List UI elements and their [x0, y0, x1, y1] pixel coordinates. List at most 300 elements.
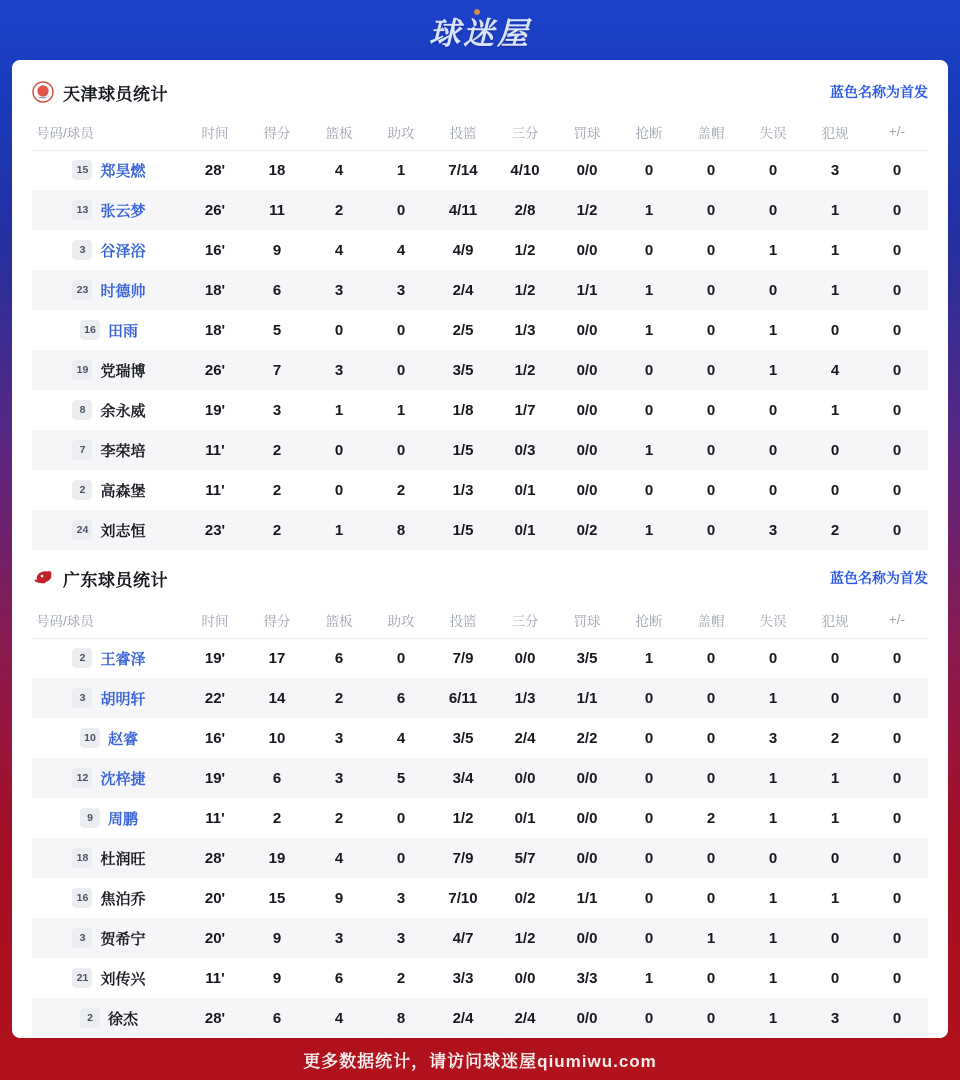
tianjin-stats-table	[32, 114, 928, 550]
team-section-tianjin	[32, 70, 928, 550]
guangdong-stats-table	[32, 602, 928, 1038]
player-cell	[32, 310, 184, 350]
stat-cell: 0	[706, 521, 716, 539]
player-name: 王睿泽	[100, 650, 146, 668]
stat-cell: 0	[892, 161, 902, 179]
column-header: 罚球	[556, 114, 618, 150]
stat-cell: 0	[334, 481, 344, 499]
column-header: 得分	[246, 602, 308, 638]
stat-cell: 5	[396, 769, 406, 787]
stat-cell: 0	[334, 321, 344, 339]
stat-cell: 7	[272, 361, 282, 379]
stat-cell: 1/3	[514, 689, 536, 707]
stat-cell: 1	[644, 321, 654, 339]
stat-cell: 0	[892, 361, 902, 379]
stat-cell: 0	[768, 849, 778, 867]
player-name: 赵睿	[107, 730, 138, 748]
stat-cell: 9	[272, 241, 282, 259]
stat-cell: 0/0	[576, 849, 598, 867]
footer-bar	[0, 1038, 960, 1080]
stat-cell: 1	[396, 401, 406, 419]
stat-cell: 4/11	[448, 201, 478, 219]
stat-cell: 0	[768, 649, 778, 667]
column-header: 投篮	[432, 602, 494, 638]
stat-cell: 2/4	[452, 1009, 474, 1027]
stat-cell: 0	[892, 849, 902, 867]
stat-cell: 0	[706, 201, 716, 219]
stat-cell: 2/4	[452, 281, 474, 299]
player-cell	[32, 230, 184, 270]
stat-cell: 19'	[204, 769, 226, 787]
stat-cell: 2/4	[514, 1009, 536, 1027]
stat-cell: 3/4	[452, 769, 474, 787]
stat-cell: 18	[268, 161, 286, 179]
stat-cell: 1/3	[452, 481, 474, 499]
stat-cell: 11'	[205, 969, 225, 987]
column-header: 投篮	[432, 114, 494, 150]
column-header: 三分	[494, 114, 556, 150]
stat-cell: 0/0	[514, 769, 536, 787]
stat-cell: 0	[892, 321, 902, 339]
column-header: 篮板	[308, 114, 370, 150]
stat-cell: 7/9	[452, 649, 474, 667]
stat-cell: 2	[830, 521, 840, 539]
stat-cell: 5/7	[514, 849, 536, 867]
stat-cell: 20'	[204, 929, 226, 947]
stat-cell: 1	[830, 281, 840, 299]
stat-cell: 0	[396, 809, 406, 827]
player-row	[32, 758, 928, 798]
player-cell	[32, 958, 184, 998]
player-name: 李荣培	[100, 442, 146, 460]
player-name: 贺希宁	[100, 930, 146, 948]
player-row	[32, 718, 928, 758]
stat-cell: 28'	[204, 161, 226, 179]
stat-cell: 1	[830, 889, 840, 907]
player-cell	[32, 470, 184, 510]
player-name: 郑昊燃	[100, 162, 146, 180]
stat-cell: 2	[272, 521, 282, 539]
section-title: 广东球员统计	[63, 570, 168, 590]
jersey-number-badge: 18	[72, 848, 92, 868]
player-name: 焦泊乔	[100, 890, 146, 908]
stat-cell: 15	[268, 889, 286, 907]
stat-cell: 1/2	[514, 361, 536, 379]
stat-cell: 0	[644, 481, 654, 499]
table-header	[32, 602, 928, 638]
stat-cell: 0/0	[514, 649, 536, 667]
player-row	[32, 838, 928, 878]
stat-cell: 18'	[204, 321, 226, 339]
player-name: 徐杰	[107, 1010, 138, 1028]
stat-cell: 0/0	[576, 481, 598, 499]
stat-cell: 0	[892, 401, 902, 419]
player-cell	[32, 150, 184, 190]
stat-cell: 0	[706, 649, 716, 667]
player-cell	[32, 350, 184, 390]
stat-cell: 0/0	[576, 161, 598, 179]
site-logo: 球迷屋	[429, 8, 531, 53]
stat-cell: 0	[892, 521, 902, 539]
stat-cell: 14	[268, 689, 286, 707]
player-row	[32, 150, 928, 190]
player-name: 田雨	[107, 322, 138, 340]
jersey-number-badge: 23	[72, 280, 92, 300]
stat-cell: 0	[644, 769, 654, 787]
stat-cell: 3	[334, 729, 344, 747]
stat-cell: 0	[396, 649, 406, 667]
player-row	[32, 310, 928, 350]
jersey-number-badge: 3	[72, 688, 92, 708]
stat-cell: 3	[396, 281, 406, 299]
jersey-number-badge: 8	[72, 400, 92, 420]
stat-cell: 4/10	[510, 161, 540, 179]
stat-cell: 4	[334, 241, 344, 259]
stat-cell: 10	[268, 729, 286, 747]
stat-cell: 3	[768, 521, 778, 539]
stat-cell: 0	[706, 849, 716, 867]
table-body	[32, 150, 928, 550]
player-name: 谷泽浴	[100, 242, 146, 260]
tianjin-team-logo-icon	[32, 81, 54, 103]
player-row	[32, 230, 928, 270]
stat-cell: 0	[706, 889, 716, 907]
stat-cell: 1	[830, 769, 840, 787]
stat-cell: 0	[892, 889, 902, 907]
stat-cell: 0/0	[576, 1009, 598, 1027]
stat-cell: 0/1	[514, 481, 536, 499]
stat-cell: 6	[334, 969, 344, 987]
stat-cell: 28'	[204, 1009, 226, 1027]
stat-cell: 2/5	[452, 321, 474, 339]
stat-cell: 1/5	[452, 521, 474, 539]
stat-cell: 0	[706, 161, 716, 179]
stat-cell: 1/3	[514, 321, 536, 339]
player-name: 高森堡	[100, 482, 146, 500]
stat-cell: 2	[334, 689, 344, 707]
stat-cell: 3	[334, 361, 344, 379]
column-header: 得分	[246, 114, 308, 150]
stat-cell: 0	[706, 729, 716, 747]
stat-cell: 0	[706, 969, 716, 987]
column-header: 抢断	[618, 114, 680, 150]
player-name: 余永威	[100, 402, 146, 420]
jersey-number-badge: 12	[72, 768, 92, 788]
stat-cell: 0	[706, 441, 716, 459]
top-banner	[0, 0, 960, 60]
player-cell	[32, 190, 184, 230]
jersey-number-badge: 10	[80, 728, 100, 748]
column-header: 时间	[184, 114, 246, 150]
player-row	[32, 638, 928, 678]
column-header: 失误	[742, 114, 804, 150]
stat-cell: 4	[830, 361, 840, 379]
player-row	[32, 678, 928, 718]
stat-cell: 1	[768, 889, 778, 907]
column-header: 盖帽	[680, 602, 742, 638]
stat-cell: 0	[644, 689, 654, 707]
stat-cell: 0	[830, 321, 840, 339]
jersey-number-badge: 9	[80, 808, 100, 828]
stat-cell: 11'	[205, 809, 225, 827]
stat-cell: 0/0	[514, 969, 536, 987]
stat-cell: 0	[892, 441, 902, 459]
stat-cell: 2	[334, 809, 344, 827]
stat-cell: 1	[830, 401, 840, 419]
section-header	[32, 554, 928, 602]
stat-cell: 8	[396, 1009, 406, 1027]
stat-cell: 0/0	[576, 401, 598, 419]
stat-cell: 1/1	[576, 281, 598, 299]
jersey-number-badge: 3	[72, 240, 92, 260]
stat-cell: 2	[272, 809, 282, 827]
player-row	[32, 390, 928, 430]
stat-cell: 26'	[204, 201, 226, 219]
stat-cell: 2	[272, 441, 282, 459]
stat-cell: 0	[396, 321, 406, 339]
player-name: 沈梓捷	[100, 770, 146, 788]
player-row	[32, 470, 928, 510]
stat-cell: 1/2	[514, 929, 536, 947]
stat-cell: 1/2	[514, 241, 536, 259]
column-header: 篮板	[308, 602, 370, 638]
player-row	[32, 510, 928, 550]
stat-cell: 0	[706, 241, 716, 259]
stat-cell: 0	[830, 969, 840, 987]
jersey-number-badge: 7	[72, 440, 92, 460]
team-section-guangdong	[32, 554, 928, 1038]
jersey-number-badge: 21	[72, 968, 92, 988]
jersey-number-badge: 3	[72, 928, 92, 948]
jersey-number-badge: 16	[80, 320, 100, 340]
stat-cell: 1	[830, 809, 840, 827]
stat-cell: 0	[768, 281, 778, 299]
section-title: 天津球员统计	[63, 84, 168, 104]
stat-cell: 3	[396, 929, 406, 947]
column-header-row	[32, 602, 928, 638]
stat-cell: 0	[706, 361, 716, 379]
stat-cell: 3/3	[576, 969, 598, 987]
column-header: 犯规	[804, 602, 866, 638]
stat-cell: 7/10	[448, 889, 478, 907]
player-cell	[32, 998, 184, 1038]
player-name: 杜润旺	[100, 850, 146, 868]
stat-cell: 7/14	[448, 161, 478, 179]
stat-cell: 0/1	[514, 809, 536, 827]
stat-cell: 1/2	[514, 281, 536, 299]
stat-cell: 4	[396, 729, 406, 747]
stat-cell: 0	[644, 849, 654, 867]
column-header: 罚球	[556, 602, 618, 638]
stat-cell: 0/2	[514, 889, 536, 907]
player-name: 时德帅	[100, 282, 146, 300]
stat-cell: 3	[334, 769, 344, 787]
column-header: 犯规	[804, 114, 866, 150]
stat-cell: 0	[644, 1009, 654, 1027]
stat-cell: 0	[644, 361, 654, 379]
player-cell	[32, 638, 184, 678]
player-row	[32, 878, 928, 918]
stat-cell: 0	[892, 481, 902, 499]
stat-cell: 0	[644, 241, 654, 259]
stat-cell: 0/2	[576, 521, 598, 539]
stat-cell: 1	[768, 1009, 778, 1027]
stat-cell: 0	[396, 361, 406, 379]
stat-cell: 0	[830, 649, 840, 667]
stat-cell: 0	[892, 649, 902, 667]
player-cell	[32, 430, 184, 470]
stat-cell: 26'	[204, 361, 226, 379]
jersey-number-badge: 15	[72, 160, 92, 180]
player-row	[32, 918, 928, 958]
player-row	[32, 270, 928, 310]
stat-cell: 0/0	[576, 929, 598, 947]
column-header: 三分	[494, 602, 556, 638]
stat-cell: 1	[768, 321, 778, 339]
stat-cell: 19'	[204, 401, 226, 419]
stat-cell: 16'	[204, 241, 226, 259]
starter-note: 蓝色名称为首发	[830, 570, 928, 586]
stat-cell: 3	[830, 1009, 840, 1027]
table-body	[32, 638, 928, 1038]
stat-cell: 1/5	[452, 441, 474, 459]
stat-cell: 8	[396, 521, 406, 539]
stat-cell: 0	[892, 729, 902, 747]
column-header: +/-	[866, 114, 928, 150]
stat-cell: 6	[334, 649, 344, 667]
stat-cell: 6/11	[448, 689, 478, 707]
column-header: 号码/球员	[32, 114, 184, 150]
stat-cell: 0/0	[576, 809, 598, 827]
footer-text: 更多数据统计，请访问球迷屋qiumiwu.com	[303, 1051, 657, 1071]
player-name: 党瑞博	[100, 362, 146, 380]
stat-cell: 0/3	[514, 441, 536, 459]
stat-cell: 1	[644, 441, 654, 459]
stat-cell: 2	[396, 969, 406, 987]
stat-cell: 17	[268, 649, 286, 667]
stat-cell: 0	[768, 161, 778, 179]
stat-cell: 1/1	[576, 689, 598, 707]
stat-cell: 0/0	[576, 241, 598, 259]
table-header	[32, 114, 928, 150]
stat-cell: 1	[334, 401, 344, 419]
stat-cell: 1	[830, 241, 840, 259]
stat-cell: 0	[892, 769, 902, 787]
stat-cell: 11	[269, 201, 285, 219]
player-cell	[32, 798, 184, 838]
stat-cell: 1	[768, 241, 778, 259]
stat-cell: 20'	[204, 889, 226, 907]
stat-cell: 6	[272, 769, 282, 787]
column-header: 助攻	[370, 602, 432, 638]
stat-cell: 1	[644, 521, 654, 539]
player-row	[32, 190, 928, 230]
stat-cell: 19'	[204, 649, 226, 667]
stat-cell: 0	[830, 481, 840, 499]
stat-cell: 2/8	[514, 201, 536, 219]
stat-cell: 0	[768, 201, 778, 219]
stat-cell: 0	[706, 1009, 716, 1027]
stat-cell: 0	[892, 201, 902, 219]
stat-cell: 3	[334, 929, 344, 947]
stat-cell: 0/1	[514, 521, 536, 539]
stat-cell: 1	[830, 201, 840, 219]
stat-cell: 1/7	[514, 401, 536, 419]
jersey-number-badge: 2	[72, 480, 92, 500]
column-header: 时间	[184, 602, 246, 638]
stats-card	[12, 60, 948, 1038]
stat-cell: 0	[892, 281, 902, 299]
stat-cell: 4	[334, 1009, 344, 1027]
stat-cell: 6	[272, 281, 282, 299]
stat-cell: 1	[768, 929, 778, 947]
player-cell	[32, 718, 184, 758]
stat-cell: 1	[768, 769, 778, 787]
stat-cell: 1/1	[576, 889, 598, 907]
stat-cell: 28'	[204, 849, 226, 867]
stat-cell: 1	[644, 201, 654, 219]
player-row	[32, 350, 928, 390]
stat-cell: 3	[396, 889, 406, 907]
jersey-number-badge: 24	[72, 520, 92, 540]
jersey-number-badge: 2	[72, 648, 92, 668]
stat-cell: 3	[768, 729, 778, 747]
stat-cell: 6	[396, 689, 406, 707]
player-cell	[32, 510, 184, 550]
stat-cell: 1	[334, 521, 344, 539]
stat-cell: 0	[706, 689, 716, 707]
stat-cell: 4	[334, 161, 344, 179]
stat-cell: 0	[830, 441, 840, 459]
player-row	[32, 430, 928, 470]
stat-cell: 0	[830, 929, 840, 947]
stat-cell: 1	[768, 969, 778, 987]
stat-cell: 0	[334, 441, 344, 459]
player-cell	[32, 678, 184, 718]
stat-cell: 7/9	[452, 849, 474, 867]
stat-cell: 0	[644, 889, 654, 907]
stat-cell: 9	[272, 929, 282, 947]
stat-cell: 0	[706, 481, 716, 499]
stat-cell: 1	[768, 361, 778, 379]
stat-cell: 0	[892, 929, 902, 947]
stat-cell: 0	[396, 201, 406, 219]
stat-cell: 0	[706, 769, 716, 787]
stat-cell: 5	[272, 321, 282, 339]
player-row	[32, 798, 928, 838]
stat-cell: 0/0	[576, 769, 598, 787]
player-name: 刘传兴	[100, 970, 146, 988]
stat-cell: 0	[644, 401, 654, 419]
stat-cell: 4	[334, 849, 344, 867]
player-row	[32, 958, 928, 998]
stat-cell: 0	[706, 281, 716, 299]
stat-cell: 4/7	[452, 929, 474, 947]
section-header	[32, 70, 928, 114]
stat-cell: 0	[892, 241, 902, 259]
stat-cell: 19	[268, 849, 286, 867]
stat-cell: 2/4	[514, 729, 536, 747]
stat-cell: 3	[272, 401, 282, 419]
stat-cell: 0/0	[576, 321, 598, 339]
stat-cell: 0	[706, 321, 716, 339]
player-row	[32, 998, 928, 1038]
stat-cell: 1	[768, 809, 778, 827]
stat-cell: 11'	[205, 481, 225, 499]
player-cell	[32, 838, 184, 878]
player-cell	[32, 918, 184, 958]
stat-cell: 11'	[205, 441, 225, 459]
